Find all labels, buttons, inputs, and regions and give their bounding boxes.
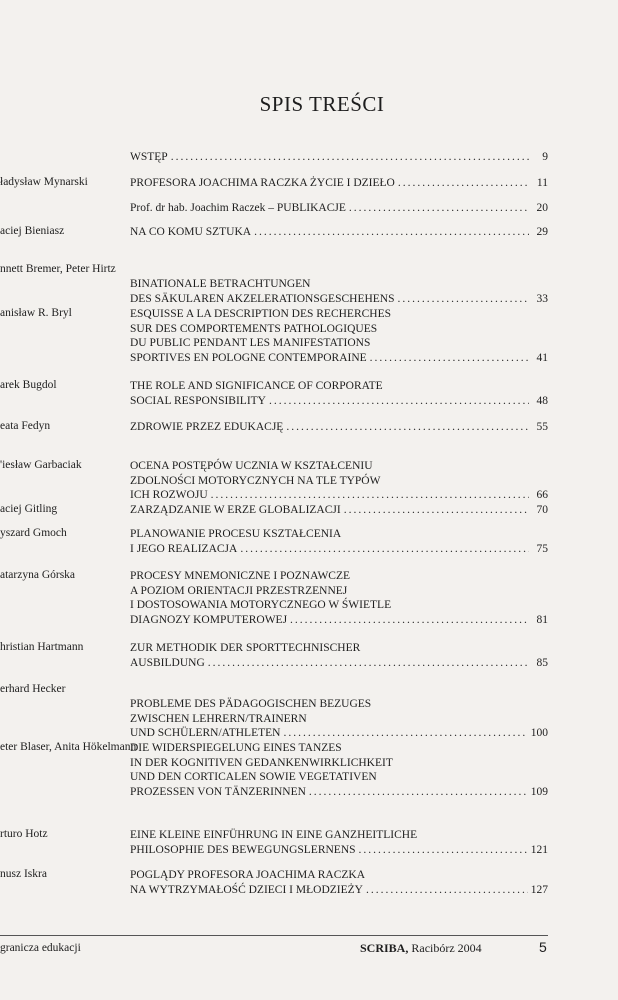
toc-entry-title-line: ZDROWIE PRZEZ EDUKACJĘ <box>130 421 284 433</box>
toc-entry-title-line: I DOSTOSOWANIA MOTORYCZNEGO W ŚWIETLE <box>130 599 392 612</box>
page-number: 5 <box>539 939 547 955</box>
dot-leader <box>208 656 529 671</box>
dot-leader <box>309 785 528 800</box>
toc-entry-title-line: ZWISCHEN LEHRERN/TRAINERN <box>130 712 307 725</box>
toc-entry-last-line <box>130 150 548 165</box>
toc-entry-title-line: EINE KLEINE EINFÜHRUNG IN EINE GANZHEITLICHE <box>130 829 418 841</box>
toc-entry-title-line: ICH ROZWOJU <box>130 489 208 502</box>
toc-author: 'iesław Garbaciak <box>0 459 82 471</box>
toc-entry-title-line: PLANOWANIE PROCESU KSZTAŁCENIA <box>130 528 342 540</box>
toc-page-number: 100 <box>530 727 548 740</box>
toc-entry-last-line <box>130 292 548 307</box>
dot-leader <box>286 420 529 435</box>
toc-entry-last-line <box>130 176 548 191</box>
toc-entry <box>130 420 548 435</box>
toc-page-number: 9 <box>542 151 548 163</box>
toc-entry-last-line <box>130 656 548 671</box>
toc-entry <box>130 201 548 216</box>
toc-author: arek Bugdol <box>0 379 57 391</box>
toc-entry <box>130 503 548 518</box>
footer-place-year: Racibórz 2004 <box>411 941 482 955</box>
toc-entry-title-line: OCENA POSTĘPÓW UCZNIA W KSZTAŁCENIU <box>130 460 373 472</box>
toc-entry-title-line: Prof. dr hab. Joachim Raczek – PUBLIKACJE <box>130 202 346 214</box>
toc-entry-title-line: NA CO KOMU SZTUKA <box>130 226 252 238</box>
toc-entry-title-line: A POZIOM ORIENTACJI PRZESTRZENNEJ <box>130 584 348 597</box>
toc-page-number: 127 <box>530 883 548 896</box>
toc-entry-last-line <box>130 351 548 366</box>
toc-entry-last-line <box>130 394 548 409</box>
toc-author: ładysław Mynarski <box>0 176 88 188</box>
toc-entry-title-line: SPORTIVES EN POLOGNE CONTEMPORAINE <box>130 351 367 364</box>
toc-page-number: 66 <box>536 489 548 502</box>
toc-author: aciej Gitling <box>0 503 58 515</box>
toc-page-number: 85 <box>536 656 548 669</box>
toc-author: erhard Hecker <box>0 683 66 695</box>
toc-entry-last-line <box>130 201 548 216</box>
toc-entry-title-line: PHILOSOPHIE DES BEWEGUNGSLERNENS <box>130 843 356 856</box>
toc-entry-title-line: AUSBILDUNG <box>130 656 205 669</box>
toc-entry-last-line <box>130 883 548 898</box>
dot-leader <box>370 351 529 366</box>
toc-page-number: 109 <box>530 785 548 798</box>
toc-author: eter Blaser, Anita Hökelmann <box>0 741 137 753</box>
toc-entry <box>130 868 548 897</box>
toc-entry-title-line: PROCESY MNEMONICZNE I POZNAWCZE <box>130 570 351 582</box>
toc-entry <box>130 150 548 165</box>
toc-page-number: 41 <box>536 351 548 364</box>
toc-entry-title-line: IN DER KOGNITIVEN GEDANKENWIRKLICHKEIT <box>130 756 393 769</box>
footer-divider <box>0 935 548 936</box>
toc-entry <box>130 459 548 503</box>
toc-entry <box>130 225 548 240</box>
toc-author: nusz Iskra <box>0 868 47 880</box>
toc-entry-title-line: DIE WIDERSPIEGELUNG EINES TANZES <box>130 742 342 754</box>
footer-publisher-info <box>360 941 482 956</box>
page-title: SPIS TREŚCI <box>259 92 385 116</box>
dot-leader <box>290 613 529 628</box>
toc-page-number: 70 <box>536 504 548 516</box>
toc-entry-title-line: PROBLEME DES PÄDAGOGISCHEN BEZUGES <box>130 698 372 710</box>
toc-author: aciej Bieniasz <box>0 225 65 237</box>
toc-entry <box>130 277 548 306</box>
toc-entry-last-line <box>130 843 548 858</box>
dot-leader <box>269 394 529 409</box>
footer-journal-title: granicza edukacji <box>0 942 81 954</box>
toc-entry-title-line: ZARZĄDZANIE W ERZE GLOBALIZACJI <box>130 504 341 516</box>
toc-entry-title-line: NA WYTRZYMAŁOŚĆ DZIECI I MŁODZIEŻY <box>130 883 363 896</box>
dot-leader <box>254 225 529 240</box>
toc-entry-last-line <box>130 613 548 628</box>
toc-entry-last-line <box>130 488 548 503</box>
toc-entry-title-line: PROFESORA JOACHIMA RACZKA ŻYCIE I DZIEŁO <box>130 177 395 189</box>
dot-leader <box>171 150 529 165</box>
toc-entry <box>130 828 548 857</box>
toc-entry <box>130 379 548 408</box>
toc-page-number: 48 <box>536 394 548 407</box>
toc-entry-title-line: DU PUBLIC PENDANT LES MANIFESTATIONS <box>130 337 371 350</box>
toc-author: yszard Gmoch <box>0 527 67 539</box>
toc-entry-title-line: WSTĘP <box>130 151 168 163</box>
toc-page-number: 20 <box>536 202 548 214</box>
toc-entry-title-line: BINATIONALE BETRACHTUNGEN <box>130 278 311 290</box>
toc-entry-title-line: THE ROLE AND SIGNIFICANCE OF CORPORATE <box>130 380 383 392</box>
toc-page-number: 33 <box>536 292 548 305</box>
footer-publisher: SCRIBA, <box>360 941 409 955</box>
toc-entry-title-line: SOCIAL RESPONSIBILITY <box>130 394 266 407</box>
toc-page-number: 29 <box>536 226 548 238</box>
toc-entry-title-line: POGLĄDY PROFESORA JOACHIMA RACZKA <box>130 869 366 881</box>
toc-entry-last-line <box>130 225 548 240</box>
toc-entry <box>130 569 548 627</box>
toc-entry <box>130 741 548 799</box>
dot-leader <box>398 176 529 191</box>
toc-page-number: 81 <box>536 613 548 626</box>
dot-leader <box>344 503 529 518</box>
toc-entry-last-line <box>130 785 548 800</box>
toc-page-number: 121 <box>530 843 548 856</box>
toc-entry <box>130 307 548 365</box>
toc-author: hristian Hartmann <box>0 641 84 653</box>
toc-author: atarzyna Górska <box>0 569 76 581</box>
toc-entry-title-line: DES SÄKULAREN AKZELERATIONSGESCHEHENS <box>130 292 395 305</box>
toc-page-number: 11 <box>536 177 548 189</box>
dot-leader <box>240 542 529 557</box>
toc-entry-last-line <box>130 542 548 557</box>
toc-page-number: 55 <box>536 421 548 433</box>
toc-entry-last-line <box>130 503 548 518</box>
toc-entry-last-line <box>130 420 548 435</box>
dot-leader <box>211 488 529 503</box>
toc-page-number: 75 <box>536 542 548 555</box>
toc-author: eata Fedyn <box>0 420 51 432</box>
dot-leader <box>359 843 528 858</box>
dot-leader <box>366 883 528 898</box>
toc-entry-title-line: I JEGO REALIZACJA <box>130 542 238 555</box>
toc-entry-title-line: PROZESSEN VON TÄNZERINNEN <box>130 785 306 798</box>
toc-entry <box>130 176 548 191</box>
toc-entry-title-line: ZDOLNOŚCI MOTORYCZNYCH NA TLE TYPÓW <box>130 474 381 487</box>
dot-leader <box>349 201 529 216</box>
toc-author: anisław R. Bryl <box>0 307 72 319</box>
toc-author: rturo Hotz <box>0 828 48 840</box>
toc-entry-title-line: ESQUISSE A LA DESCRIPTION DES RECHERCHES <box>130 308 392 320</box>
toc-entry-last-line <box>130 726 548 741</box>
toc-entry <box>130 641 548 670</box>
dot-leader <box>398 292 529 307</box>
toc-entry-title-line: SUR DES COMPORTEMENTS PATHOLOGIQUES <box>130 322 378 335</box>
toc-entry-title-line: UND SCHÜLERN/ATHLETEN <box>130 727 281 740</box>
toc-author: nnett Bremer, Peter Hirtz <box>0 263 116 275</box>
toc-entry <box>130 697 548 741</box>
toc-entry <box>130 527 548 556</box>
dot-leader <box>283 726 527 741</box>
toc-entry-title-line: DIAGNOZY KOMPUTEROWEJ <box>130 613 288 626</box>
toc-entry-title-line: UND DEN CORTICALEN SOWIE VEGETATIVEN <box>130 771 377 784</box>
toc-entry-title-line: ZUR METHODIK DER SPORTTECHNISCHER <box>130 642 361 654</box>
